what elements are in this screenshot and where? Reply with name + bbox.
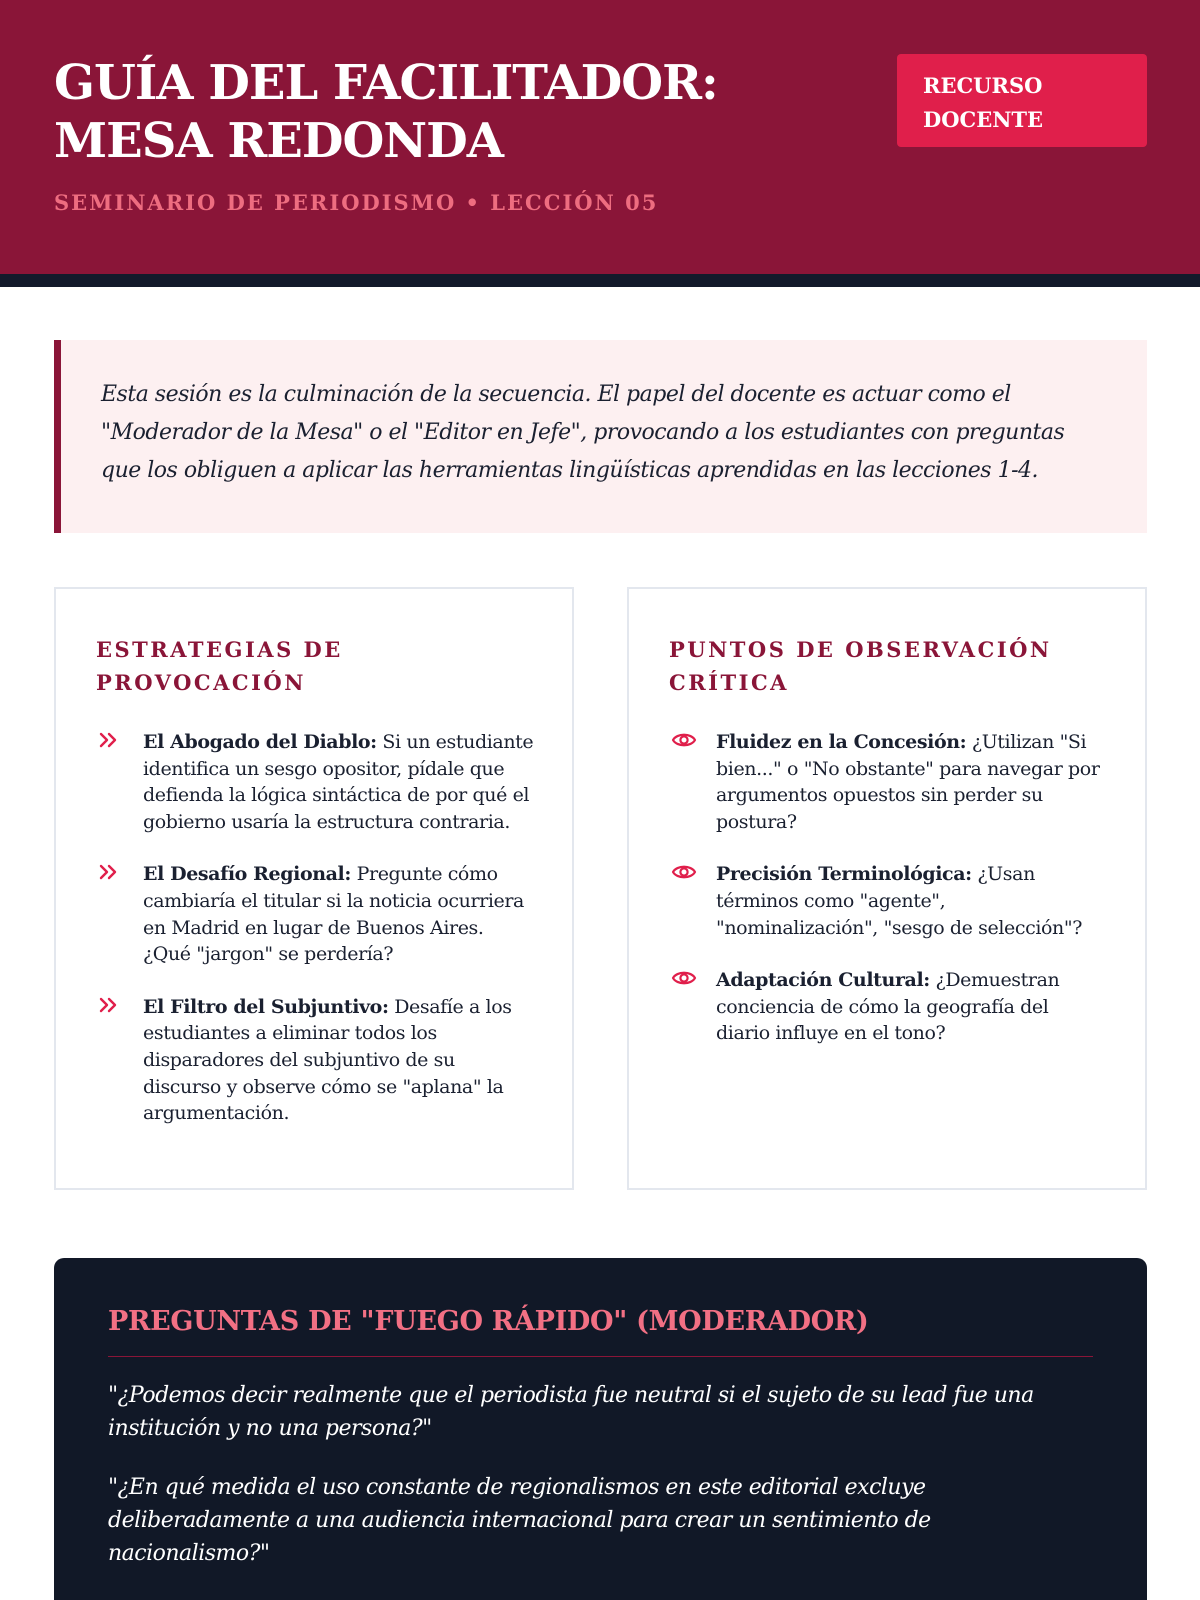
strategy-text: Pregunte cómo cambiaría el titular si la noticia ocurriera en Madrid en lugar de Buenos Aires. ¿Qué "jargon" se perdería? [143, 863, 524, 966]
strategy-item [96, 861, 534, 967]
observation-text: ¿Demuestran conciencia de cómo la geografía del diario influye en el tono? [716, 969, 1060, 1045]
eye-icon [671, 729, 699, 755]
strategy-text: Si un estudiante identifica un sesgo opositor, pídale que defienda la lógica sintáctica de por qué el gobierno usaría la estructura contraria. [143, 731, 534, 833]
observation-item [669, 729, 1107, 835]
rapid-fire-title: PREGUNTAS DE "FUEGO RÁPIDO" (MODERADOR) [108, 1302, 1093, 1357]
page-header [0, 0, 1200, 274]
rapid-fire-question: "¿Podemos decir realmente que el periodista fue neutral si el sujeto de su lead fue una institución y no una persona?" [108, 1383, 1034, 1441]
observation-item [669, 861, 1107, 941]
observations-card [627, 587, 1147, 1190]
strategy-item [96, 729, 534, 835]
eye-icon [671, 861, 699, 887]
strategy-label: El Desafío Regional: [143, 863, 351, 886]
header-divider [0, 274, 1200, 287]
page-subtitle: SEMINARIO DE PERIODISMO • LECCIÓN 05 [54, 190, 659, 215]
observation-item [669, 967, 1107, 1047]
observation-label: Precisión Terminológica: [716, 863, 972, 886]
rapid-fire-question: "¿En qué medida el uso constante de regionalismos en este editorial excluye deliberadamente a una audiencia internacional para crear un sentimiento de nacionalismo?" [108, 1475, 931, 1566]
page-title: GUÍA DEL FACILITADOR: MESA REDONDA [54, 55, 718, 169]
double-chevron-right-icon [98, 861, 126, 887]
double-chevron-right-icon [98, 729, 126, 755]
intro-text: Esta sesión es la culminación de la secuencia. El papel del docente es actuar como el "Moderador de la Mesa" o el "Editor en Jefe", provocando a los estudiantes con preguntas que los obliguen a aplicar las herramientas lingüísticas aprendidas en las lecciones 1-4. [101, 382, 1065, 483]
observations-title: PUNTOS DE OBSERVACIÓN CRÍTICA [669, 637, 1052, 695]
observation-text: ¿Utilizan "Si bien..." o "No obstante" para navegar por argumentos opuestos sin perder su postura? [716, 731, 1100, 833]
strategy-label: El Filtro del Subjuntivo: [143, 995, 389, 1018]
observation-label: Fluidez en la Concesión: [716, 731, 967, 753]
intro-callout [54, 340, 1147, 533]
strategies-title: ESTRATEGIAS DE PROVOCACIÓN [96, 637, 343, 695]
strategy-label: El Abogado del Diablo: [143, 731, 377, 753]
resource-badge: RECURSO DOCENTE [897, 54, 1147, 147]
double-chevron-right-icon [98, 994, 126, 1020]
strategies-card [54, 587, 574, 1190]
rapid-fire-section [54, 1258, 1147, 1600]
observation-label: Adaptación Cultural: [716, 969, 930, 992]
eye-icon [671, 967, 699, 993]
observation-text: ¿Usan términos como "agente", "nominalización", "sesgo de selección"? [716, 863, 1083, 939]
strategy-text: Desafíe a los estudiantes a eliminar todos los disparadores del subjuntivo de su discurso y observe cómo se "aplana" la argumentación. [143, 995, 512, 1125]
strategy-item [96, 994, 534, 1127]
